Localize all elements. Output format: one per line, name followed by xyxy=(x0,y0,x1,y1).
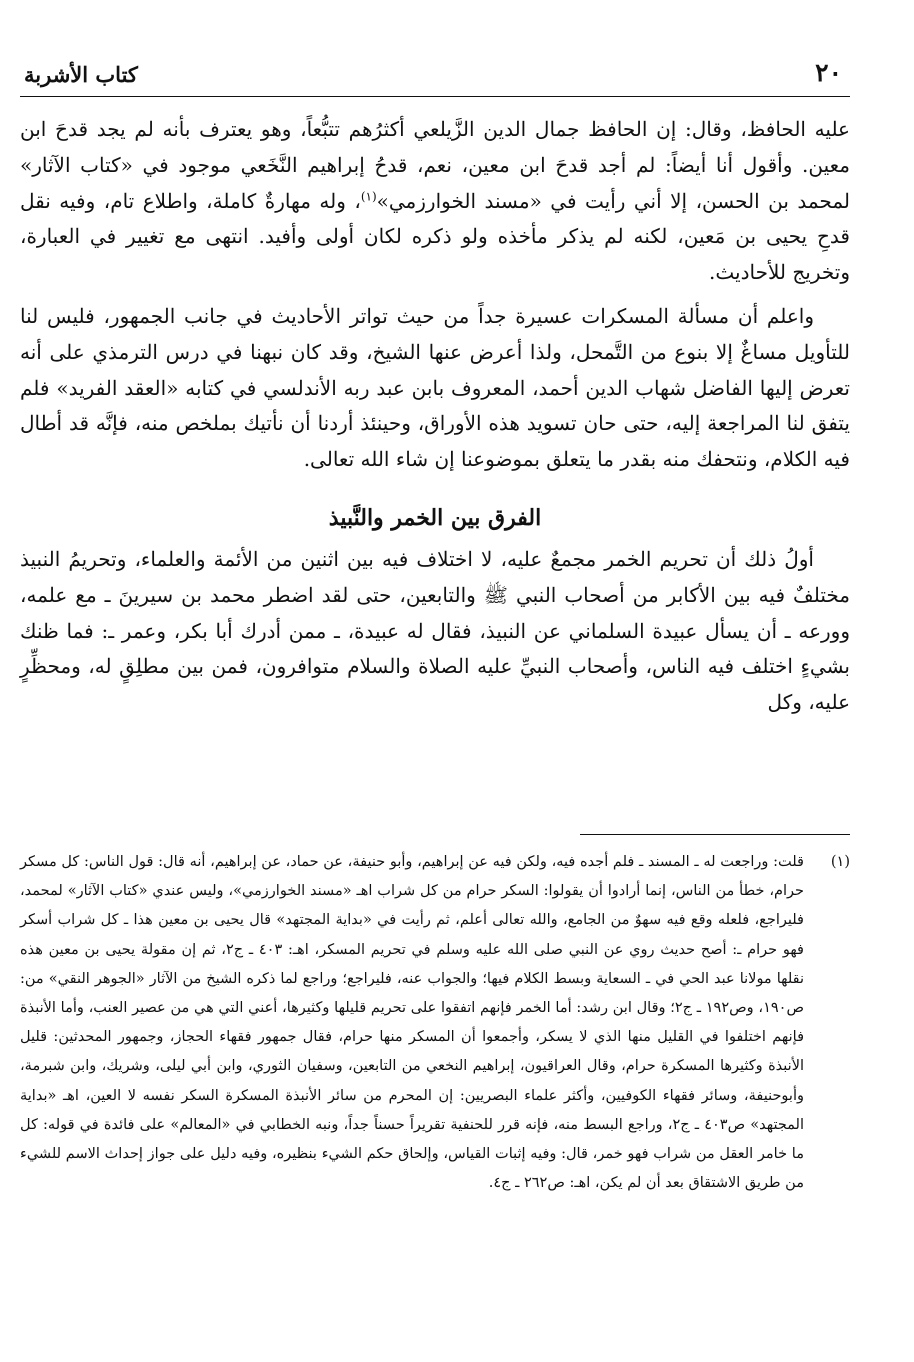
running-title: كتاب الأشربة xyxy=(24,62,138,87)
paragraph-3: أولُ ذلك أن تحريم الخمر مجمعٌ عليه، لا اختلاف فيه بين اثنين من الأئمة والعلماء، وتحريمُ النبيذ مختلفٌ فيه بين الأكابر من أصحاب النبي ﷺ والتابعين، حتى لقد اضطر محمد بن سيرينَ ـ مع علمه، وورعه ـ أن يسأل عبيدة السلماني عن النبيذ، فقال له عبيدة، ـ ممن أدرك أبا بكر، وعمر ـ: فما ظنك بشيءٍ اختلف فيه الناس، وأصحاب النبيِّ عليه الصلاة والسلام متوافرون، فمن بين مطلِقٍ له، ومحظِّرٍ عليه، وكل xyxy=(20,546,850,715)
page-number: ٢٠ xyxy=(815,58,842,87)
book-page xyxy=(20,0,850,1362)
paragraph-2: واعلم أن مسألة المسكرات عسيرة جداً من حيث تواتر الأحاديث في جانب الجمهور، فليس لنا للتأويل مساغٌ إلا بنوع من التَّمحل، ولذا أعرض عنها الشيخ، وقد كان نبهنا في درس الترمذي على أنه تعرض إليها الفاضل شهاب الدين أحمد، المعروف بابن عبد ربه الأندلسي في كتابه «العقد الفريد» فلم يتفق لنا المراجعة إليه، حتى حان تسويد هذه الأوراق، وحينئذ أردنا أن نأتيك بملخص منه، فإنَّه قد أطال فيه الكلام، ونتحفك منه بقدر ما يتعلق بموضوعنا إن شاء الله تعالى. xyxy=(20,303,850,472)
paragraph-1-text-a: عليه الحافظ، وقال: إن الحافظ جمال الدين الزَّيلعي أكثرُهم تتبُّعاً، وهو يعترف بأنه لم يجد قدحَ ابن معين. وأقول أنا أيضاً: لم أجد قدحَ ابن معين، نعم، قدحُ إبراهيم النَّخَعي موجود في «كتاب الآثار» لمحمد بن الحسن، إلا أني رأيت في «مسند الخوارزمي» xyxy=(20,117,850,213)
footnote-reference[interactable]: (١) xyxy=(360,188,377,203)
paragraph-1-text-b: ، وله مهارةٌ كاملة، واطلاع تام، وفيه نقل قدحِ يحيى بن مَعين، لكنه لم يذكر مأخذه ولو ذكره لكان أولى وأفيد. انتهى مع تغيير في العبارة، وتخريج للأحاديث. xyxy=(20,188,850,285)
footnote-divider xyxy=(580,834,850,835)
footnote-number: (١) xyxy=(830,854,850,870)
header-divider xyxy=(20,96,850,97)
section-heading: الفرق بين الخمر والنَّبيذ xyxy=(328,504,542,531)
paragraph-1 xyxy=(20,112,850,291)
footnote-text: قلت: وراجعت له ـ المسند ـ فلم أجده فيه، ولكن فيه عن إبراهيم، وأبو حنيفة، عن حماد، عن إبراهيم، أنه قال: قول الناس: كل مسكر حرام، خطأ من الناس، إنما أرادوا أن يقولوا: السكر حرام من كل شراب اهـ «مسند الخوارزمي»، وليس عندي «كتاب الآثار» لمحمد، فليراجع، فلعله وقع فيه سهوٌ من الجامع، والله تعالى أعلم، ثم رأيت في «بداية المجتهد» قال يحيى بن معين هذا ـ كل شراب أسكر فهو حرام ـ: أصح حديث روي عن النبي صلى الله عليه وسلم في تحريم المسكر، اهـ: ٤٠٣ ـ ج٢، ثم إن مقولة يحيى بن معين هذه نقلها مولانا عبد الحي في ـ السعاية وبسط الكلام فيها؛ والجواب عنه، فليراجع؛ وراجع لما ذكره الشيخ من الآثار «الجوهر النقي» من: ص١٩٠، وص١٩٢ ـ ج٢؛ وقال ابن رشد: أما الخمر فإنهم اتفقوا على تحريم قليلها وكثيرها، أعني التي هي من عصير العنب، وأما الأنبذة فإنهم اختلفوا في القليل منها الذي لا يسكر، وأجمعوا أن المسكر منها حرام، فقال جمهور فقهاء الحجاز، وجمهور المحدثين: قليل الأنبذة وكثيرها المسكرة حرام، وقال العراقيون، إبراهيم النخعي من التابعين، وسفيان الثوري، وابن أبي ليلى، وشريك، وابن شبرمة، وأبوحنيفة، وسائر فقهاء الكوفيين، وأكثر علماء البصريين: إن المحرم من سائر الأنبذة المسكرة السكر نفسه لا العين، اهـ «بداية المجتهد» ص٤٠٣ ـ ج٢، وراجع البسط منه، فإنه قرر للحنفية تقريراً حسناً جداً، ونبه الخطابي في «المعالم» على فائدة في قوله: كل ما خامر العقل من شراب فهو خمر، قال: وفيه إثبات القياس، وإلحاق حكم الشيء بنظيره، وفيه دليل على جواز إحداث الاسم للشيء من طريق الاشتقاق بعد أن لم يكن، اهـ: ص٢٦٢ ـ ج٤. xyxy=(20,854,805,1192)
footnote xyxy=(20,848,850,1198)
page-header xyxy=(20,52,850,96)
main-text xyxy=(20,112,850,721)
